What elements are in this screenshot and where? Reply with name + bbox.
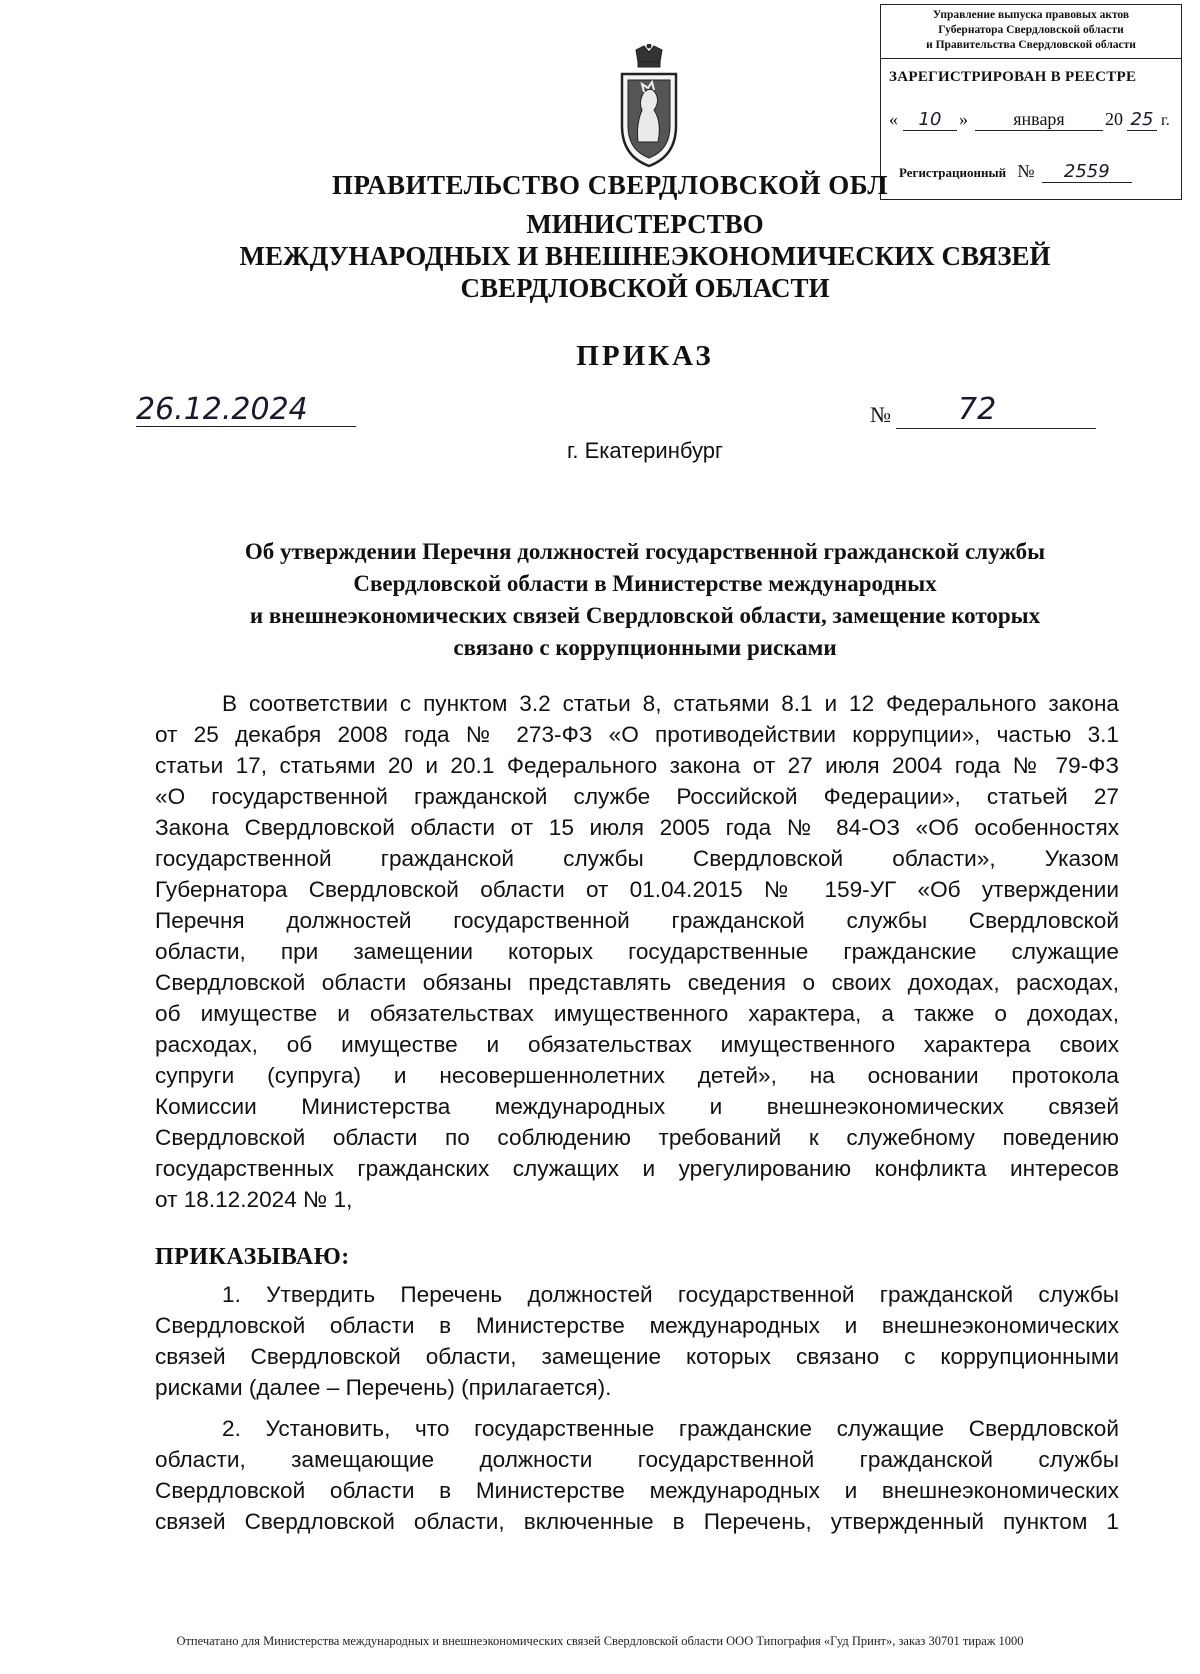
subject-line: связано с коррупционными рисками (453, 635, 837, 660)
paragraph-line: Комиссии Министерства международных и внешнеэкономических связей (155, 1094, 1119, 1119)
stamp-reg-number: 2559 (1042, 161, 1132, 183)
paragraph-line: от 25 декабря 2008 года № 273-ФЗ «О противодействии коррупции», частью 3.1 (155, 722, 1119, 747)
stamp-month: января (975, 109, 1103, 131)
print-footer: Отпечатано для Министерства международных и внешнеэкономических связей Свердловской области ООО Типография «Гуд Принт», заказ 30701 тираж 1000 (176, 1634, 1024, 1648)
paragraph-line: «О государственной гражданской службе Российской Федерации», статьей 27 (155, 784, 1119, 809)
paragraph-line: супруги (супруга) и несовершеннолетних детей», на основании протокола (155, 1063, 1119, 1088)
paragraph-line: статьи 17, статьями 20 и 20.1 Федерального закона от 27 июля 2004 года № 79-ФЗ (155, 753, 1119, 778)
paragraph-line: государственных гражданских служащих и урегулированию конфликта интересов (155, 1156, 1119, 1181)
paragraph-line: Свердловской области в Министерстве международных и внешнеэкономических (155, 1478, 1119, 1503)
order-directive: ПРИКАЗЫВАЮ: (155, 1244, 350, 1270)
ministry-heading-line: СВЕРДЛОВСКОЙ ОБЛАСТИ (460, 273, 830, 303)
registration-stamp (880, 4, 1182, 200)
stamp-reg-label: Регистрационный (899, 165, 1007, 180)
paragraph-line: Свердловской области по соблюдению требований к служебному поведению (155, 1125, 1119, 1150)
paragraph-line: расходах, об имуществе и обязательствах имущественного характера своих (155, 1032, 1119, 1057)
paragraph-line: области, при замещении которых государственные гражданские служащие (155, 939, 1119, 964)
stamp-header (881, 5, 1181, 59)
stamp-reg-number-row (899, 161, 1132, 183)
order-number-label: № (870, 402, 891, 427)
paragraph-line: от 18.12.2024 № 1, (155, 1187, 353, 1212)
ministry-heading-line: МИНИСТЕРСТВО (526, 209, 764, 239)
subject-line: и внешнеэкономических связей Свердловской области, замещение которых (249, 603, 1041, 628)
paragraph-line: области, замещающие должности государственной гражданской службы (155, 1447, 1119, 1472)
coat-of-arms-emblem (614, 44, 684, 168)
ministry-heading-line: МЕЖДУНАРОДНЫХ И ВНЕШНЕЭКОНОМИЧЕСКИХ СВЯЗЕЙ (239, 241, 1051, 271)
stamp-year-prefix: 20 (1105, 109, 1123, 129)
paragraph-line: связей Свердловской области, замещение которых связано с коррупционными (155, 1344, 1119, 1369)
paragraph-line: рисками (далее – Перечень) (прилагается). (155, 1375, 612, 1400)
ministry-heading (100, 208, 1190, 304)
city: г. Екатеринбург (567, 438, 723, 463)
paragraph-line: Свердловской области в Министерстве международных и внешнеэкономических (155, 1313, 1119, 1338)
paragraph-line: 1. Утвердить Перечень должностей государственной гражданской службы (222, 1282, 1119, 1307)
subject-line: Свердловской области в Министерстве международных (353, 571, 937, 596)
stamp-day: 10 (903, 109, 957, 131)
stamp-header-line: Губернатора Свердловской области (938, 24, 1124, 36)
order-number: 72 (896, 392, 1096, 429)
subject-line: Об утверждении Перечня должностей государственной гражданской службы (244, 539, 1046, 564)
stamp-year-suffix: 25 (1127, 109, 1157, 131)
stamp-year-abbr: г. (1161, 112, 1170, 129)
order-item-1 (155, 1279, 1119, 1403)
preamble-paragraph (155, 688, 1119, 1215)
paragraph-line: Перечня должностей государственной гражданской службы Свердловской (155, 908, 1119, 933)
order-date: 26.12.2024 (136, 392, 356, 427)
stamp-header-line: Управление выпуска правовых актов (932, 9, 1130, 21)
paragraph-line: В соответствии с пунктом 3.2 статьи 8, статьями 8.1 и 12 Федерального закона (222, 691, 1119, 716)
stamp-close-quote: » (959, 109, 968, 129)
paragraph-line: связей Свердловской области, включенные в Перечень, утвержденный пунктом 1 (155, 1509, 1119, 1534)
stamp-open-quote: « (889, 109, 898, 129)
paragraph-line: об имуществе и обязательствах имущественного характера, а также о доходах, (155, 1001, 1119, 1026)
paragraph-line: Губернатора Свердловской области от 01.04.2015 № 159-УГ «Об утверждении (155, 877, 1119, 902)
document-type-title: ПРИКАЗ (576, 340, 714, 372)
stamp-date (889, 109, 1179, 135)
paragraph-line: 2. Установить, что государственные гражданские служащие Свердловской (222, 1416, 1119, 1441)
stamp-number-sign: № (1017, 161, 1035, 181)
paragraph-line: Свердловской области обязаны представлять сведения о своих доходах, расходах, (155, 970, 1119, 995)
stamp-header-line: и Правительства Свердловской области (926, 39, 1136, 51)
paragraph-line: Закона Свердловской области от 15 июля 2005 года № 84-ОЗ «Об особенностях (155, 815, 1119, 840)
government-heading: ПРАВИТЕЛЬСТВО СВЕРДЛОВСКОЙ ОБЛ (332, 170, 889, 200)
paragraph-line: государственной гражданской службы Свердловской области», Указом (155, 846, 1119, 871)
order-item-2 (155, 1413, 1119, 1537)
stamp-registered-label: ЗАРЕГИСТРИРОВАН В РЕЕСТРЕ (889, 69, 1137, 85)
order-subject (140, 536, 1150, 664)
